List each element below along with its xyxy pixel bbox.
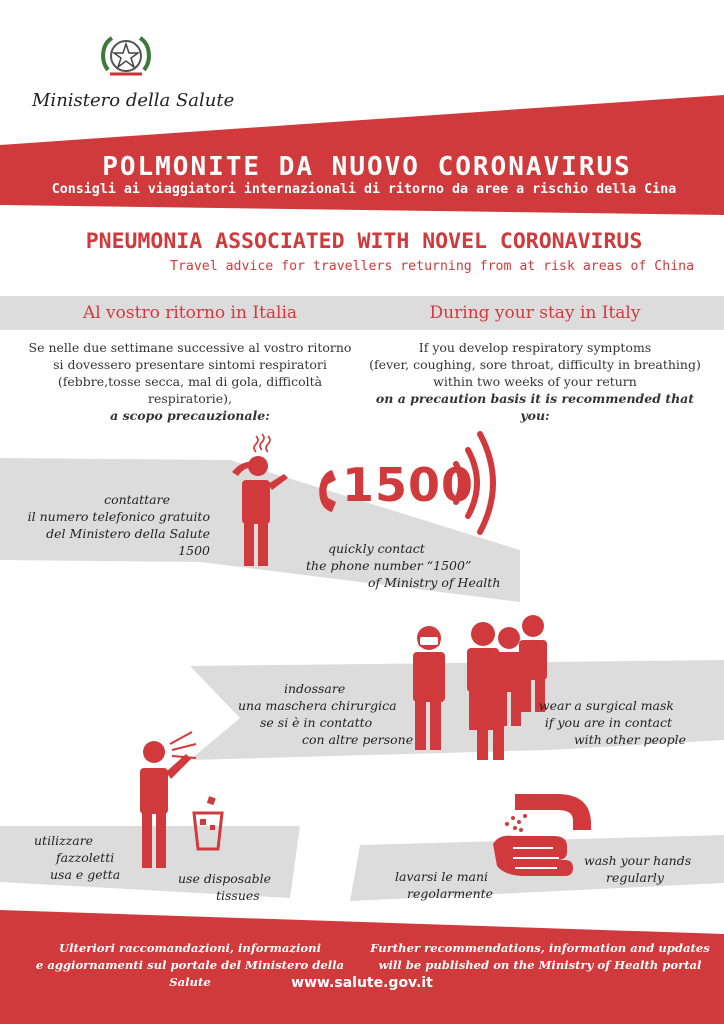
mask-caption-it bbox=[230, 680, 430, 748]
caption-line: tissues bbox=[216, 888, 260, 903]
wash-caption-it bbox=[395, 868, 535, 902]
caption-line: utilizzare bbox=[34, 833, 94, 848]
it-banner-subtitle: Consigli ai viaggiatori internazionali di ritorno da aree a rischio della Cina bbox=[51, 182, 677, 197]
right-intro-emph: on a precaution basis it is recommended that you: bbox=[375, 391, 695, 423]
tissue-bin-icon bbox=[188, 795, 228, 851]
caption-line: 1500 bbox=[178, 543, 210, 558]
caption-line: del Ministero della Salute bbox=[46, 526, 210, 541]
caption-line: the phone number “1500” bbox=[306, 558, 472, 573]
caption-line: contattare bbox=[104, 492, 170, 507]
caption-line: usa e getta bbox=[50, 867, 121, 882]
caption-line: se si è in contatto bbox=[260, 715, 373, 730]
tissues-caption-it bbox=[34, 832, 144, 883]
phone-icon bbox=[312, 466, 340, 516]
left-intro-emph: a scopo precauzionale: bbox=[110, 408, 270, 423]
it-banner-title: POLMONITE DA NUOVO CORONAVIRUS bbox=[102, 152, 632, 182]
left-intro-line: Se nelle due settimane successive al vostro ritorno bbox=[28, 340, 352, 355]
left-section-heading: Al vostro ritorno in Italia bbox=[82, 303, 298, 323]
wash-caption-en bbox=[584, 852, 704, 886]
caption-line: con altre persone bbox=[302, 732, 414, 747]
footer-line: e aggiornamenti sul portale del Ministero della Salute bbox=[35, 958, 345, 989]
caption-line: wash your hands bbox=[584, 853, 692, 868]
mask-caption-en bbox=[480, 697, 690, 748]
caption-line: with other people bbox=[573, 732, 686, 747]
footer-line: Further recommendations, information and updates bbox=[370, 941, 710, 955]
footer-line: Ulteriori raccomandazioni, informazioni bbox=[59, 941, 321, 955]
left-intro-line: (febbre,tosse secca, mal di gola, difficoltà respiratorie), bbox=[57, 374, 323, 406]
right-intro-line: (fever, coughing, sore throat, difficulty in breathing) bbox=[369, 357, 701, 372]
caption-line: regolarmente bbox=[407, 886, 494, 901]
right-intro-line: within two weeks of your return bbox=[433, 374, 637, 389]
caption-line: wear a surgical mask bbox=[538, 698, 674, 713]
caption-line: quickly contact bbox=[328, 541, 425, 556]
phone-number: 1500 bbox=[342, 458, 475, 512]
footer-right bbox=[370, 940, 710, 974]
caption-line: lavarsi le mani bbox=[395, 869, 489, 884]
caption-line: il numero telefonico gratuito bbox=[27, 509, 210, 524]
ministry-name: Ministero della Salute bbox=[32, 90, 235, 111]
coughing-person-icon bbox=[222, 432, 302, 568]
contact-caption-en bbox=[300, 540, 520, 591]
caption-line: indossare bbox=[284, 681, 346, 696]
caption-line: if you are in contact bbox=[544, 715, 672, 730]
right-section-heading: During your stay in Italy bbox=[429, 303, 641, 323]
en-banner-subtitle: Travel advice for travellers returning from at risk areas of China bbox=[170, 259, 695, 274]
caption-line: use disposable bbox=[178, 871, 272, 886]
caption-line: una maschera chirurgica bbox=[238, 698, 397, 713]
left-intro-line: si dovessero presentare sintomi respiratori bbox=[53, 357, 327, 372]
right-intro bbox=[360, 339, 710, 424]
emblem-icon bbox=[98, 30, 154, 84]
contact-caption-it bbox=[10, 491, 210, 559]
caption-line: regularly bbox=[606, 870, 664, 885]
caption-line: of Ministry of Health bbox=[368, 575, 501, 590]
footer-line: will be published on the Ministry of Health portal bbox=[378, 958, 702, 972]
footer-url[interactable]: www.salute.gov.it bbox=[291, 975, 433, 991]
left-intro bbox=[20, 339, 360, 424]
right-intro-line: If you develop respiratory symptoms bbox=[418, 340, 652, 355]
signal-waves-icon bbox=[450, 428, 500, 538]
caption-line: fazzoletti bbox=[56, 850, 115, 865]
en-banner-title: PNEUMONIA ASSOCIATED WITH NOVEL CORONAVIRUS bbox=[85, 229, 643, 254]
tissues-caption-en bbox=[178, 870, 298, 904]
